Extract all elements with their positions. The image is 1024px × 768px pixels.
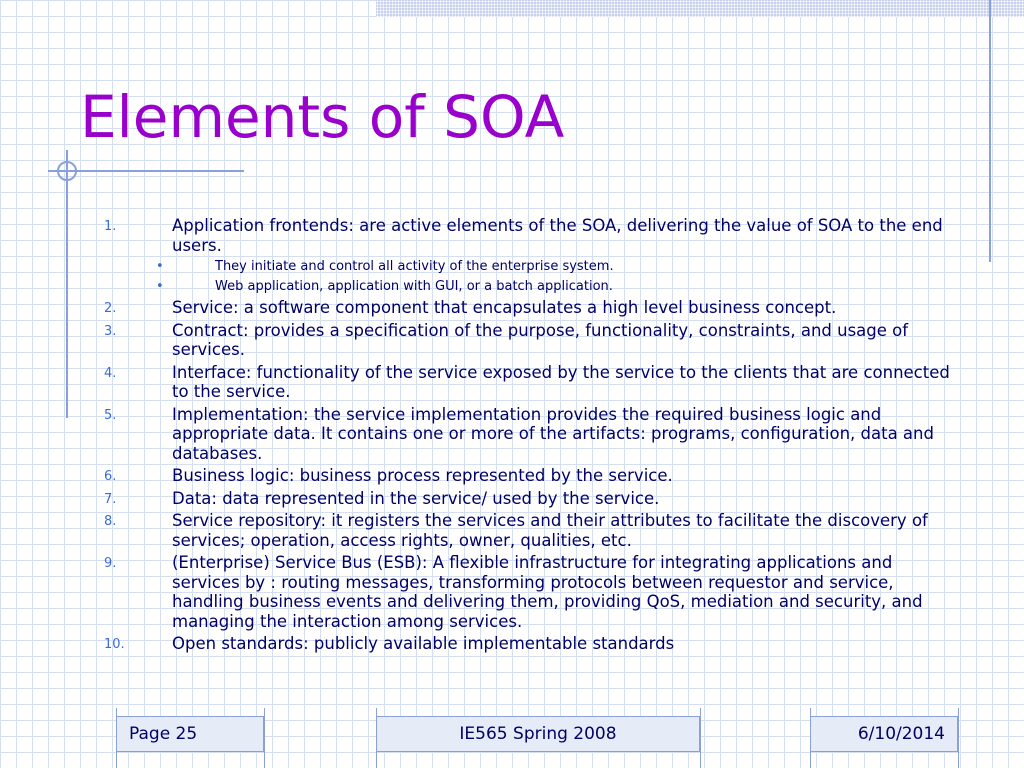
list-item-text: Application frontends: are active elements of the SOA, delivering the value of SOA to the end users. <box>172 216 943 255</box>
slide-content <box>100 216 960 657</box>
list-item-text: (Enterprise) Service Bus (ESB): A flexible infrastructure for integrating applications and services by : routing messages, transforming protocols between requestor and service, handling business events and delivering them, providing QoS, mediation and security, and managing the interaction among services. <box>172 553 923 631</box>
footer-date <box>810 716 958 752</box>
list-number: 10. <box>104 637 125 652</box>
bullet-icon: • <box>156 259 164 274</box>
list-item-text: Business logic: business process represented by the service. <box>172 466 673 485</box>
list-number: 8. <box>104 514 117 529</box>
slide-title: Elements of SOA <box>80 83 565 151</box>
rule-intersection-circle <box>57 161 77 181</box>
list-item-text: Open standards: publicly available implementable standards <box>172 634 675 653</box>
list-item <box>100 511 960 550</box>
footer-tick <box>376 708 377 768</box>
list-item <box>100 405 960 464</box>
footer-tick <box>116 708 117 768</box>
footer-course-label: IE565 Spring 2008 <box>459 724 617 744</box>
list-item <box>100 363 960 402</box>
footer-tick <box>700 708 701 768</box>
footer-tick <box>810 708 811 768</box>
list-item-text: Service: a software component that encapsulates a high level business concept. <box>172 298 837 317</box>
top-decorative-stripe <box>376 0 1024 17</box>
list-item <box>100 466 960 486</box>
footer-tick <box>958 708 959 768</box>
list-item-text: Data: data represented in the service/ used by the service. <box>172 488 660 508</box>
footer-page-label: Page 25 <box>129 724 198 744</box>
list-item-text: Interface: functionality of the service exposed by the service to the clients that are connected to the service. <box>172 362 950 401</box>
list-item <box>100 216 960 255</box>
footer-date-label: 6/10/2014 <box>857 724 945 744</box>
list-number: 3. <box>104 323 117 339</box>
bullet-icon: • <box>156 279 164 294</box>
list-item-text: Contract: provides a specification of the purpose, functionality, constraints, and usage of services. <box>172 320 909 359</box>
footer-course-title <box>376 716 700 752</box>
list-item <box>100 321 960 360</box>
footer-tick <box>264 708 265 768</box>
list-item <box>100 634 960 654</box>
left-vertical-rule <box>66 150 68 418</box>
footer-page-number <box>116 716 264 752</box>
list-number: 2. <box>104 301 117 316</box>
list-number: 4. <box>104 365 117 381</box>
right-vertical-rule <box>989 0 991 262</box>
title-underline-rule <box>48 170 244 172</box>
list-number: 7. <box>104 491 117 507</box>
list-item <box>100 489 960 509</box>
list-item <box>100 553 960 631</box>
list-item-text: Service repository: it registers the services and their attributes to facilitate the discovery of services; operation, access rights, owner, qualities, etc. <box>172 511 928 550</box>
sub-list-item-text: Web application, application with GUI, or a batch application. <box>215 279 613 294</box>
sub-list-item-text: They initiate and control all activity of the enterprise system. <box>215 259 614 274</box>
list-number: 6. <box>104 469 117 484</box>
list-number: 1. <box>104 219 117 234</box>
sub-list-item <box>100 278 960 295</box>
list-number: 9. <box>104 556 117 571</box>
list-item <box>100 298 960 318</box>
sub-list-item <box>100 258 960 275</box>
list-number: 5. <box>104 407 117 423</box>
list-item-text: Implementation: the service implementation provides the required business logic and appropriate data. It contains one or more of the artifacts: programs, configuration, data and databases. <box>172 404 934 463</box>
